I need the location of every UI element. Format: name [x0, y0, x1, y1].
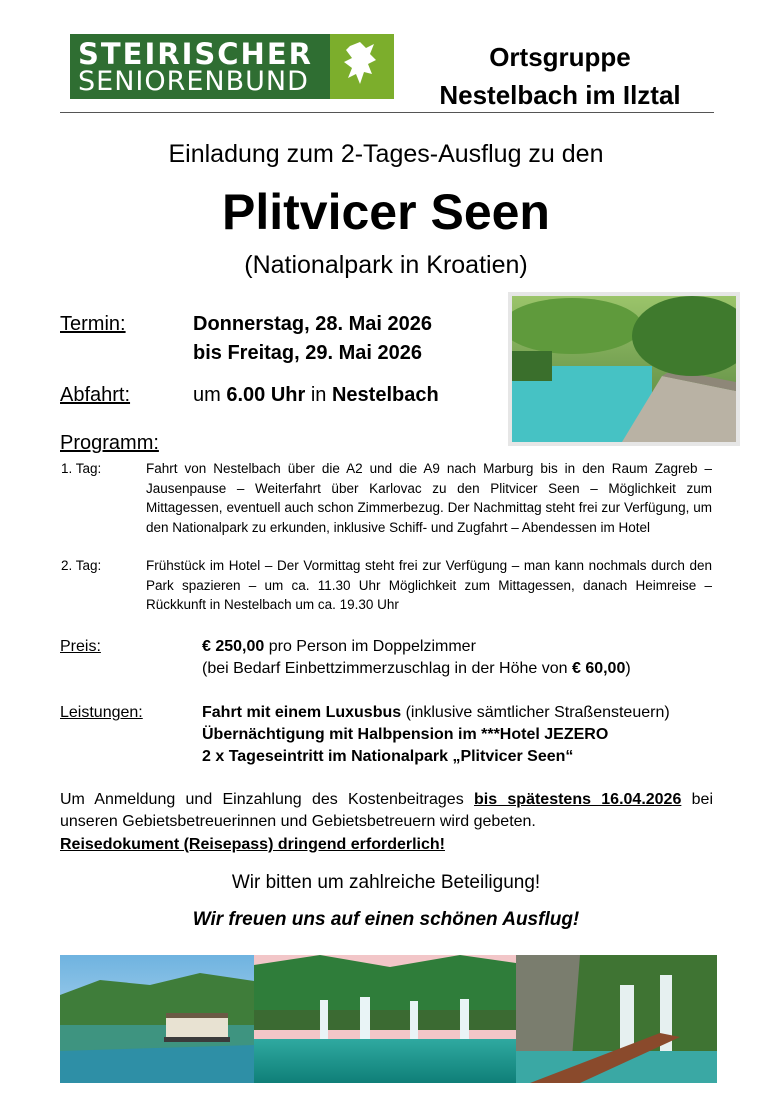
- reisedokument-note: Reisedokument (Reisepass) dringend erforderlich!: [60, 836, 445, 853]
- seniorenbund-logo: [70, 34, 394, 99]
- page-title: Plitvicer Seen: [222, 184, 550, 240]
- leistungen-label: Leistungen:: [60, 704, 143, 721]
- leistung-1-rest: (inklusive sämtlicher Straßensteuern): [401, 704, 670, 721]
- leistung-2: Übernächtigung mit Halbpension im ***Hotel JEZERO: [202, 726, 609, 743]
- termin-label: Termin:: [60, 313, 126, 335]
- closing-line2: Wir freuen uns auf einen schönen Ausflug!: [192, 909, 580, 930]
- lake-path-photo: [508, 292, 740, 446]
- closing-line1: Wir bitten um zahlreiche Beteiligung!: [231, 872, 541, 893]
- invite-line: Einladung zum 2-Tages-Ausflug zu den: [168, 140, 604, 168]
- org-line1: Ortsgruppe: [489, 42, 631, 72]
- panther-emblem-icon: [330, 34, 394, 99]
- day1-label: 1. Tag:: [61, 461, 102, 476]
- abfahrt-pre: um: [193, 384, 227, 406]
- day2-label: 2. Tag:: [61, 558, 102, 573]
- abfahrt-label: Abfahrt:: [60, 384, 131, 406]
- preis-label: Preis:: [60, 638, 101, 655]
- logo-line2: SENIORENBUND: [78, 66, 309, 97]
- waterfall-photo: [254, 955, 516, 1083]
- day2-text: Frühstück im Hotel – Der Vormittag steht frei zur Verfügung – man kann nochmals durch den Park spazieren – um ca. 11.30 Uhr Möglichkeit zum Mittagessen, danach Heimreise – Rückkunft in Nestelbach um ca. 19.30 Uhr: [146, 558, 712, 612]
- org-name: [420, 38, 700, 114]
- boardwalk-photo: [516, 955, 717, 1083]
- termin-date-2: bis Freitag, 29. Mai 2026: [193, 342, 422, 364]
- org-line2: Nestelbach im Ilztal: [439, 80, 681, 110]
- preis-value: [202, 636, 476, 658]
- anmeldung-text: [60, 789, 713, 833]
- leistung-1: [202, 702, 670, 724]
- logo-line1: STEIRISCHER: [78, 37, 313, 71]
- abfahrt-mid: in: [305, 384, 332, 406]
- preis-note-pre: (bei Bedarf Einbettzimmerzuschlag in der Höhe von: [202, 660, 572, 677]
- preis-note-amount: € 60,00: [571, 660, 626, 677]
- preis-suffix: pro Person im Doppelzimmer: [264, 638, 476, 655]
- abfahrt-place: Nestelbach: [331, 384, 439, 406]
- anmeldung-post: bei unseren Gebietsbetreuerinnen und Gebietsbetreuern wird gebeten.: [60, 791, 713, 830]
- footer-photo-strip: [60, 955, 717, 1083]
- termin-date-1: Donnerstag, 28. Mai 2026: [193, 313, 432, 335]
- boat-lake-photo: [60, 955, 254, 1083]
- anmeldung-pre: Um Anmeldung und Einzahlung des Kostenbeitrages: [60, 791, 474, 808]
- leistung-1-bold: Fahrt mit einem Luxusbus: [202, 704, 402, 721]
- preis-note: [202, 658, 631, 680]
- anmeldung-deadline: bis spätestens 16.04.2026: [473, 791, 682, 808]
- preis-note-post: ): [625, 660, 631, 677]
- abfahrt-time: 6.00 Uhr: [226, 384, 306, 406]
- leistung-3: 2 x Tageseintritt im Nationalpark „Plitvicer Seen“: [202, 748, 574, 765]
- page-subtitle: (Nationalpark in Kroatien): [244, 251, 528, 279]
- programm-label: Programm:: [60, 432, 159, 454]
- day1-text: Fahrt von Nestelbach über die A2 und die A9 nach Marburg bis in den Raum Zagreb – Jausenpause – Weiterfahrt über Karlovac zu den Plitvicer Seen – Möglichkeit zum Mittagessen, eventuell auch schon Zimmerbezug. Der Nachmittag steht frei zur Verfügung, um den Nationalpark zu erkunden, inklusive Schiff- und Zugfahrt – Abendessen im Hotel: [146, 461, 712, 535]
- preis-amount: € 250,00: [202, 638, 265, 655]
- header-divider: [60, 112, 714, 113]
- abfahrt-value: [193, 384, 439, 407]
